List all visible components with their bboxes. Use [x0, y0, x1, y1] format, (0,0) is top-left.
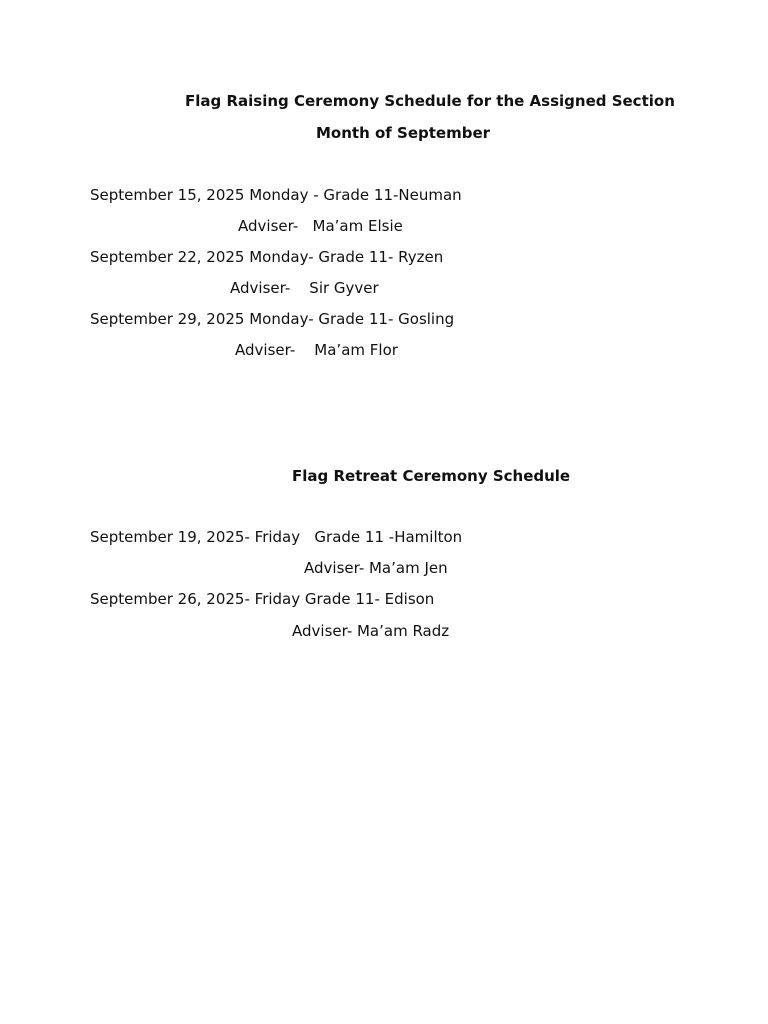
month-subtitle: Month of September [316, 124, 491, 142]
raising-entry-2-date: September 22, 2025 Monday- Grade 11- Ryzen [90, 248, 444, 266]
raising-entry-2-adviser: Adviser- Sir Gyver [230, 279, 379, 297]
retreat-entry-1-adviser: Adviser- Ma’am Jen [304, 559, 448, 577]
flag-raising-title: Flag Raising Ceremony Schedule for the Assigned Section [185, 92, 675, 110]
retreat-entry-1-date: September 19, 2025- Friday Grade 11 -Hamilton [90, 528, 463, 546]
flag-retreat-title: Flag Retreat Ceremony Schedule [292, 467, 571, 485]
retreat-entry-2-adviser: Adviser- Ma’am Radz [292, 622, 450, 640]
raising-entry-1-date: September 15, 2025 Monday - Grade 11-Neuman [90, 186, 462, 204]
raising-entry-3-date: September 29, 2025 Monday- Grade 11- Gosling [90, 310, 455, 328]
raising-entry-3-adviser: Adviser- Ma’am Flor [235, 341, 398, 359]
raising-entry-1-adviser: Adviser- Ma’am Elsie [238, 217, 403, 235]
retreat-entry-2-date: September 26, 2025- Friday Grade 11- Edison [90, 590, 435, 608]
